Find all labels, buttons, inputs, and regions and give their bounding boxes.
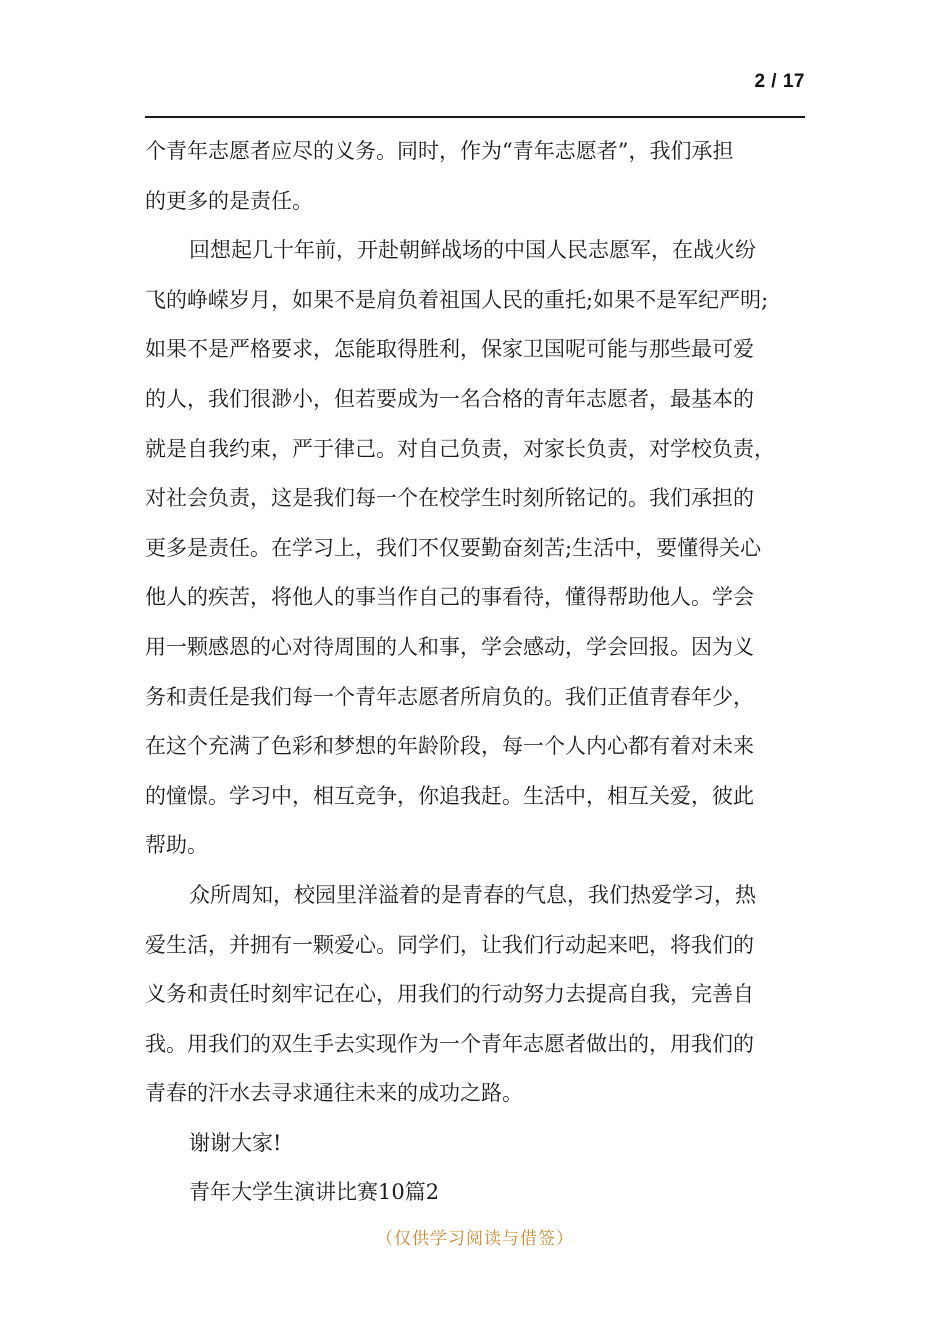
paragraph-start-line: 回想起几十年前，开赴朝鲜战场的中国人民志愿军，在战火纷 — [189, 238, 756, 263]
page-header — [145, 66, 805, 118]
text-line: 用一颗感恩的心对待周围的人和事，学会感动，学会回报。因为义 — [145, 634, 754, 659]
text-line: 就是自我约束，严于律己。对自己负责，对家长负责，对学校负责， — [145, 436, 775, 461]
document-body — [145, 127, 817, 1218]
text-line: 如果不是严格要求，怎能取得胜利，保家卫国呢可能与那些最可爱 — [145, 337, 754, 362]
text-line: 务和责任是我们每一个青年志愿者所肩负的。我们正值青春年少， — [145, 684, 754, 709]
text-line: 爱生活，并拥有一颗爱心。同学们，让我们行动起来吧，将我们的 — [145, 932, 754, 957]
paragraph-start-line: 众所周知，校园里洋溢着的是青春的气息，我们热爱学习，热 — [189, 882, 756, 907]
text-line: 帮助。 — [145, 833, 208, 858]
text-line: 他人的疾苦，将他人的事当作自己的事看待，懂得帮助他人。学会 — [145, 585, 754, 610]
text-line: 对社会负责，这是我们每一个在校学生时刻所铭记的。我们承担的 — [145, 486, 754, 511]
text-line: 青春的汗水去寻求通往未来的成功之路。 — [145, 1081, 523, 1106]
closing-line: 谢谢大家! — [189, 1130, 282, 1155]
text-line: 飞的峥嵘岁月，如果不是肩负着祖国人民的重托;如果不是军纪严明; — [145, 287, 769, 312]
text-line: 在这个充满了色彩和梦想的年龄阶段，每一个人内心都有着对未来 — [145, 734, 754, 759]
text-line: 的更多的是责任。 — [145, 188, 313, 213]
text-line: 的人，我们很渺小，但若要成为一名合格的青年志愿者，最基本的 — [145, 386, 754, 411]
page-number: 2 / 17 — [754, 71, 805, 92]
text-line: 更多是责任。在学习上，我们不仅要勤奋刻苦;生活中，要懂得关心 — [145, 535, 762, 560]
text-line: 个青年志愿者应尽的义务。同时，作为“青年志愿者”，我们承担 — [145, 139, 734, 163]
footer-disclaimer: （仅供学习阅读与借签） — [376, 1229, 574, 1249]
text-line: 义务和责任时刻牢记在心，用我们的行动努力去提高自我，完善自 — [145, 982, 754, 1007]
text-line: 的憧憬。学习中，相互竞争，你追我赶。生活中，相互关爱，彼此 — [145, 783, 754, 808]
text-line: 我。用我们的双生手去实现作为一个青年志愿者做出的，用我们的 — [145, 1031, 754, 1056]
section-heading: 青年大学生演讲比赛10篇2 — [189, 1180, 440, 1205]
